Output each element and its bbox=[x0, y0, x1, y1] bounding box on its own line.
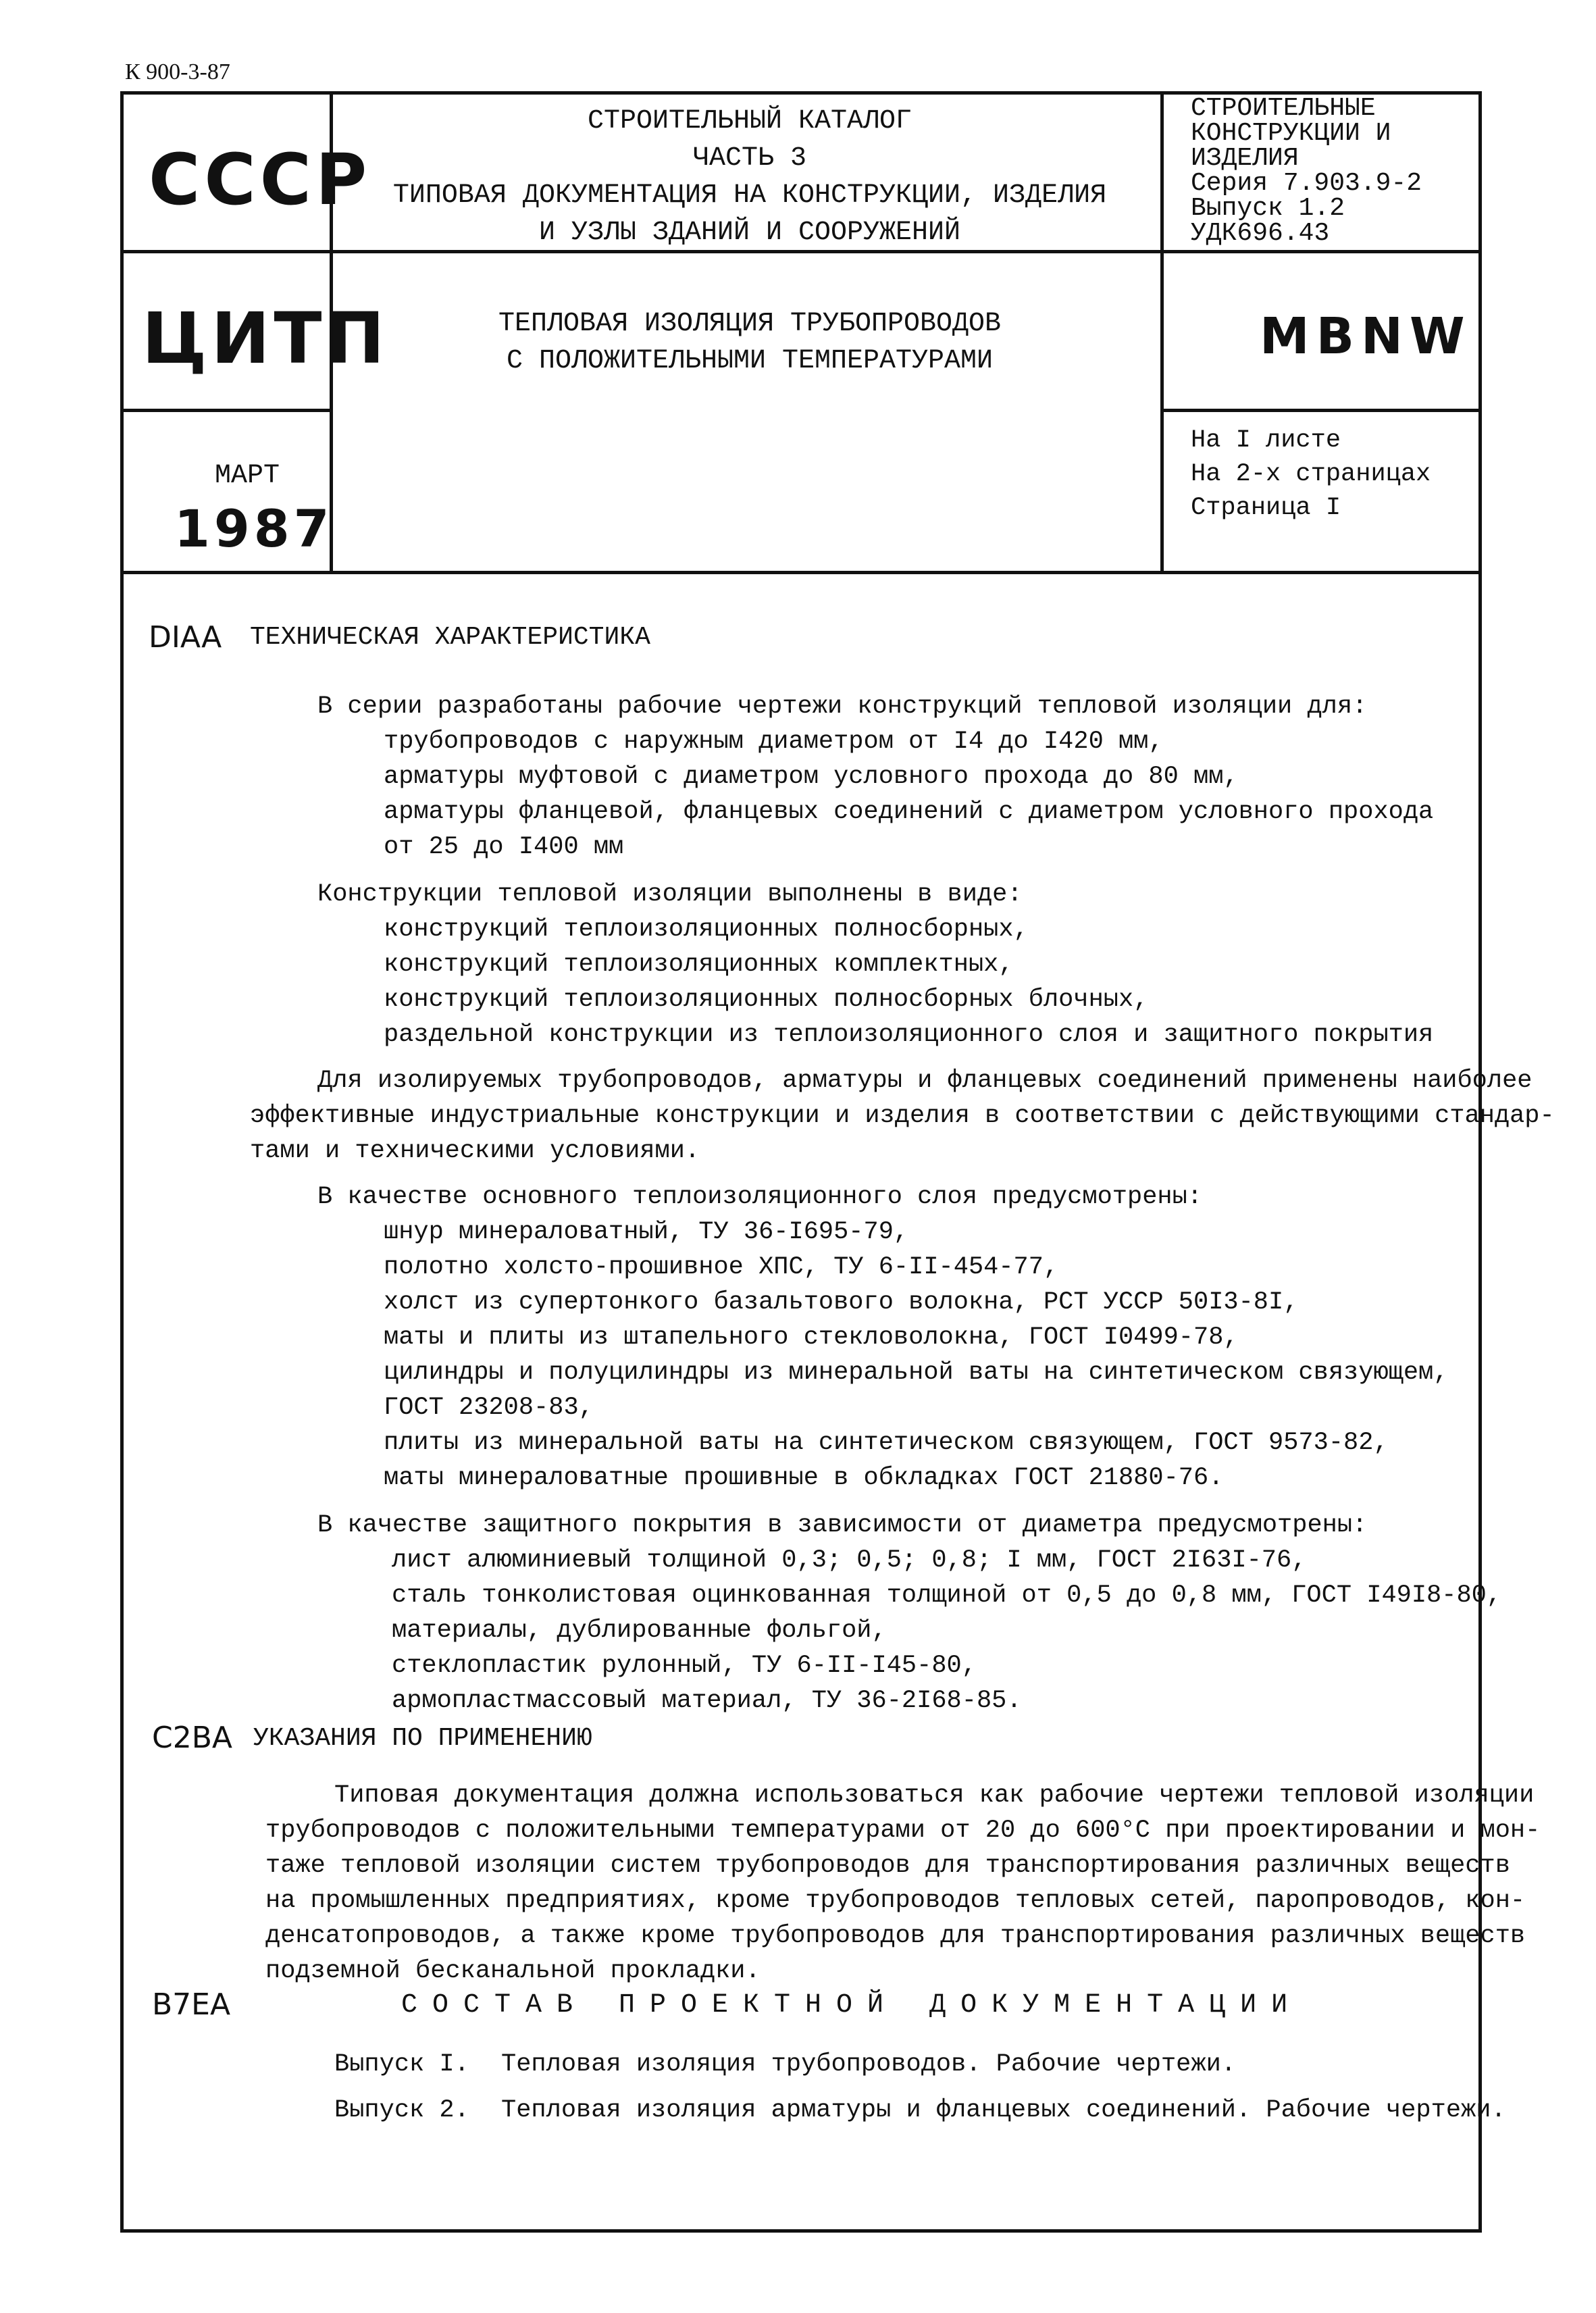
section-title: УКАЗАНИЯ ПО ПРИМЕНЕНИЮ bbox=[253, 1724, 592, 1753]
section-code: C2BA bbox=[152, 1721, 233, 1755]
org-label: ЦИТП bbox=[142, 297, 389, 380]
country-label: СССР bbox=[149, 138, 371, 221]
list-item-text: Тепловая изоляция трубопроводов. Рабочие чертежи. bbox=[501, 2050, 1236, 2079]
list-item-label: Выпуск 2. bbox=[334, 2096, 469, 2125]
paragraph-line: трубопроводов с наружным диаметром от I4 до I420 мм, bbox=[384, 728, 1164, 756]
section-title: ТЕХНИЧЕСКАЯ ХАРАКТЕРИСТИКА bbox=[250, 623, 650, 652]
paragraph-line: маты минераловатные прошивные в обкладках ГОСТ 21880-76. bbox=[384, 1464, 1224, 1492]
year-label: 1987 bbox=[174, 499, 334, 559]
paragraph-line: конструкций теплоизоляционных полносборных, bbox=[384, 915, 1029, 944]
paragraph-line: Типовая документация должна использоваться как рабочие чертежи тепловой изоляции bbox=[334, 1781, 1535, 1810]
paragraph-line: армопластмассовый материал, ТУ 36-2I68-85. bbox=[392, 1687, 1022, 1715]
paragraph-line: эффективные индустриальные конструкции и изделия в соответствии с действующими стандар- bbox=[250, 1102, 1555, 1130]
divider bbox=[1160, 409, 1478, 412]
paragraph-line: шнур минераловатный, ТУ 36-I695-79, bbox=[384, 1218, 909, 1246]
paragraph-line: от 25 до I400 мм bbox=[384, 833, 624, 861]
paragraph-line: арматуры муфтовой с диаметром условного прохода до 80 мм, bbox=[384, 763, 1239, 791]
catalog-title: СТРОИТЕЛЬНЫЙ КАТАЛОГ ЧАСТЬ 3 ТИПОВАЯ ДОКУМЕНТАЦИЯ НА КОНСТРУКЦИИ, ИЗДЕЛИЯ И УЗЛЫ ЗДАНИЙ И СООРУЖЕНИЙ bbox=[392, 106, 1107, 248]
paragraph-line: Конструкции тепловой изоляции выполнены в виде: bbox=[317, 880, 1023, 909]
paragraph-line: подземной бесканальной прокладки. bbox=[265, 1957, 761, 1985]
list-item-text: Тепловая изоляция арматуры и фланцевых соединений. Рабочие чертежи. bbox=[501, 2096, 1506, 2125]
paragraph-line: трубопроводов с положительными температурами от 20 до 600°С при проектировании и мон- bbox=[265, 1816, 1541, 1845]
series-info: СТРОИТЕЛЬНЫЕ КОНСТРУКЦИИ И ИЗДЕЛИЯ Серия 7.903.9-2 Выпуск 1.2 УДК696.43 bbox=[1191, 94, 1422, 248]
paragraph-line: конструкций теплоизоляционных комплектных, bbox=[384, 950, 1014, 979]
sheet-info: На I листе На 2-х страницах Страница I bbox=[1191, 426, 1431, 522]
paragraph-line: тами и техническими условиями. bbox=[250, 1137, 700, 1165]
paragraph-line: холст из супертонкого базальтового волокна, РСТ УССР 50I3-8I, bbox=[384, 1288, 1299, 1317]
section-title: СОСТАВ ПРОЕКТНОЙ ДОКУМЕНТАЦИИ bbox=[401, 1990, 1303, 2020]
paragraph-line: Для изолируемых трубопроводов, арматуры и фланцевых соединений применены наиболее bbox=[317, 1067, 1533, 1095]
classification-code: MBNW bbox=[1260, 307, 1472, 365]
divider bbox=[124, 571, 1478, 574]
paragraph-line: плиты из минеральной ваты на синтетическом связующем, ГОСТ 9573-82, bbox=[384, 1429, 1389, 1457]
list-item-label: Выпуск I. bbox=[334, 2050, 469, 2079]
paragraph-line: полотно холсто-прошивное ХПС, ТУ 6-II-454-77, bbox=[384, 1253, 1059, 1281]
paragraph-line: таже тепловой изоляции систем трубопроводов для транспортирования различных веществ bbox=[265, 1852, 1510, 1880]
paragraph-line: маты и плиты из штапельного стекловолокна, ГОСТ I0499-78, bbox=[384, 1323, 1239, 1352]
document-topic: ТЕПЛОВАЯ ИЗОЛЯЦИЯ ТРУБОПРОВОДОВ С ПОЛОЖИТЕЛЬНЫМИ ТЕМПЕРАТУРАМИ bbox=[498, 309, 1002, 376]
paragraph-line: стеклопластик рулонный, ТУ 6-II-I45-80, bbox=[392, 1652, 977, 1680]
divider bbox=[124, 409, 333, 412]
paragraph-line: ГОСТ 23208-83, bbox=[384, 1394, 594, 1422]
paragraph-line: раздельной конструкции из теплоизоляционного слоя и защитного покрытия bbox=[384, 1021, 1434, 1049]
document-code: К 900-3-87 bbox=[125, 59, 230, 84]
paragraph-line: В качестве защитного покрытия в зависимости от диаметра предусмотрены: bbox=[317, 1511, 1368, 1540]
paragraph-line: лист алюминиевый толщиной 0,3; 0,5; 0,8; I мм, ГОСТ 2I63I-76, bbox=[392, 1546, 1307, 1575]
month-label: МАРТ bbox=[215, 461, 280, 491]
paragraph-line: В качестве основного теплоизоляционного слоя предусмотрены: bbox=[317, 1183, 1203, 1211]
paragraph-line: денсатопроводов, а также кроме трубопроводов для транспортирования различных веществ bbox=[265, 1922, 1526, 1950]
paragraph-line: сталь тонколистовая оцинкованная толщиной от 0,5 до 0,8 мм, ГОСТ I49I8-80, bbox=[392, 1581, 1502, 1610]
paragraph-line: на промышленных предприятиях, кроме трубопроводов тепловых сетей, паропроводов, кон- bbox=[265, 1887, 1526, 1915]
paragraph-line: цилиндры и полуцилиндры из минеральной ваты на синтетическом связующем, bbox=[384, 1358, 1449, 1387]
section-code: B7EA bbox=[152, 1987, 231, 2022]
paragraph-line: конструкций теплоизоляционных полносборных блочных, bbox=[384, 986, 1149, 1014]
paragraph-line: В серии разработаны рабочие чертежи конструкций тепловой изоляции для: bbox=[317, 692, 1368, 721]
paragraph-line: материалы, дублированные фольгой, bbox=[392, 1617, 887, 1645]
section-code: DIAA bbox=[149, 620, 222, 655]
paragraph-line: арматуры фланцевой, фланцевых соединений с диаметром условного прохода bbox=[384, 798, 1434, 826]
